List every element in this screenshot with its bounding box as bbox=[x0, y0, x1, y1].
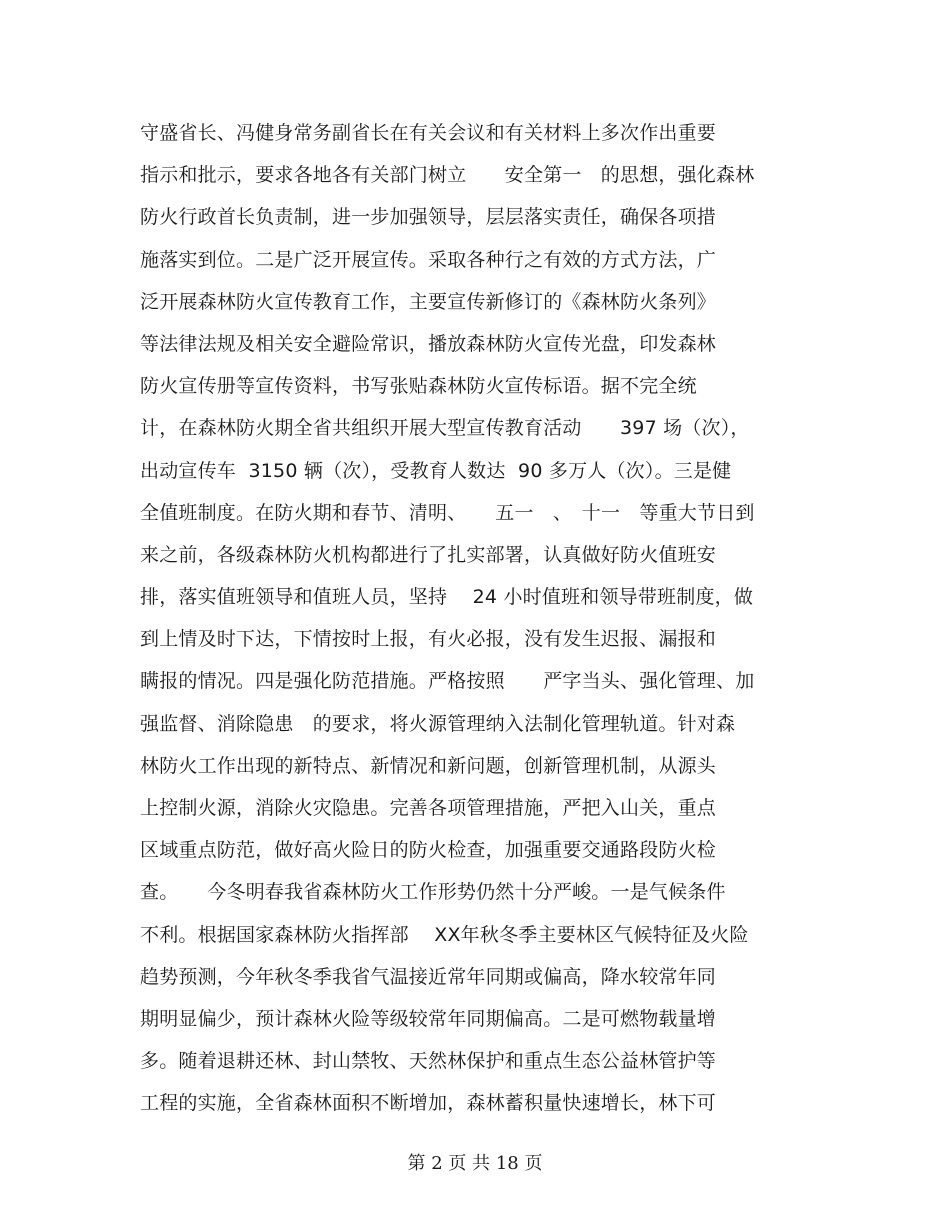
text-line: 全值班制度。在防火期和春节、清明、 五一 、 十一 等重大节日到 bbox=[140, 501, 755, 524]
text-line: 排，落实值班领导和值班人员，坚持 24 小时值班和领导带班制度，做 bbox=[140, 586, 754, 609]
text-line: 查。 今冬明春我省森林防火工作形势仍然十分严峻。一是气候条件 bbox=[140, 881, 726, 904]
page-footer bbox=[0, 1150, 950, 1178]
text-line: 施落实到位。二是广泛开展宣传。采取各种行之有效的方式方法，广 bbox=[140, 248, 717, 271]
text-line: 瞒报的情况。四是强化防范措施。严格按照 严字当头、强化管理、加 bbox=[140, 670, 755, 693]
text-line: 区域重点防范，做好高火险日的防火检查，加强重要交通路段防火检 bbox=[140, 839, 717, 862]
text-line: 多。随着退耕还林、封山禁牧、天然林保护和重点生态公益林管护等 bbox=[140, 1050, 717, 1073]
text-line: 期明显偏少，预计森林火险等级较常年同期偏高。二是可燃物载量增 bbox=[140, 1007, 717, 1030]
text-line: 不利。根据国家森林防火指挥部 XX年秋冬季主要林区气候特征及火险 bbox=[140, 923, 749, 946]
body-text bbox=[140, 112, 820, 1125]
text-line: 强监督、消除隐患 的要求，将火源管理纳入法制化管理轨道。针对森 bbox=[140, 712, 736, 735]
text-line: 到上情及时下达，下情按时上报，有火必报，没有发生迟报、漏报和 bbox=[140, 628, 717, 651]
text-line: 趋势预测，今年秋冬季我省气温接近常年同期或偏高，降水较常年同 bbox=[140, 965, 717, 988]
page-number-indicator: 第 2 页 共 18 页 bbox=[407, 1153, 543, 1174]
text-line: 来之前，各级森林防火机构都进行了扎实部署，认真做好防火值班安 bbox=[140, 543, 717, 566]
text-line: 出动宣传车 3150 辆（次），受教育人数达 90 多万人（次）。三是健 bbox=[140, 459, 732, 482]
text-line: 防火行政首长负责制，进一步加强领导，层层落实责任，确保各项措 bbox=[140, 206, 717, 229]
text-line: 等法律法规及相关安全避险常识，播放森林防火宣传光盘，印发森林 bbox=[140, 332, 717, 355]
text-line: 上控制火源，消除火灾隐患。完善各项管理措施，严把入山关，重点 bbox=[140, 797, 717, 819]
text-line: 指示和批示，要求各地各有关部门树立 安全第一 的思想，强化森林 bbox=[140, 164, 755, 187]
text-line: 防火宣传册等宣传资料，书写张贴森林防火宣传标语。据不完全统 bbox=[140, 375, 697, 398]
text-line: 工程的实施，全省森林面积不断增加，森林蓄积量快速增长，林下可 bbox=[140, 1092, 717, 1115]
text-line: 林防火工作出现的新特点、新情况和新问题，创新管理机制，从源头 bbox=[140, 754, 717, 777]
text-line: 守盛省长、冯健身常务副省长在有关会议和有关材料上多次作出重要 bbox=[140, 122, 717, 144]
text-line: 计，在森林防火期全省共组织开展大型宣传教育活动 397 场（次）， bbox=[140, 417, 750, 440]
text-line: 泛开展森林防火宣传教育工作，主要宣传新修订的《森林防火条列》 bbox=[140, 290, 717, 313]
